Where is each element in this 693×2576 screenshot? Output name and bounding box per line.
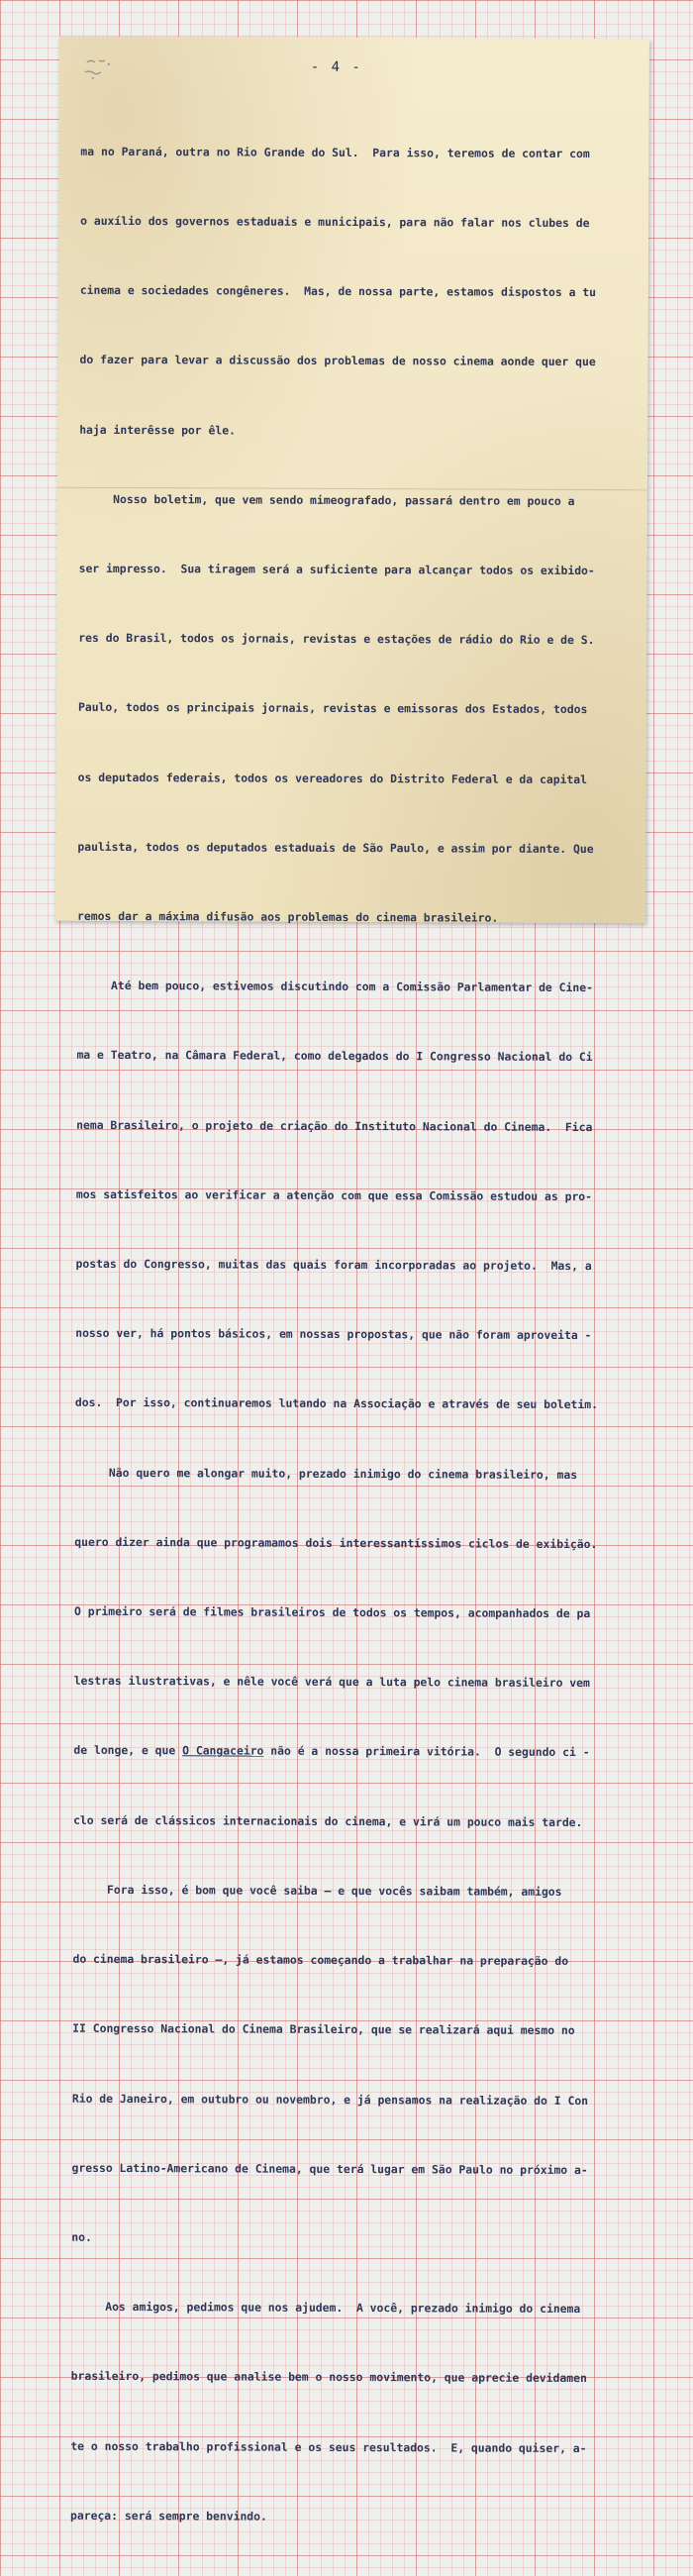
text-line: Nosso boletim, que vem sendo mimeografado, passará dentro em pouco a [78, 491, 575, 508]
ink-smudge [79, 56, 119, 82]
text-line: ma no Paraná, outra no Rio Grande do Sul. Para isso, teremos de contar com [80, 144, 590, 160]
text-line: haja interêsse por êle. [79, 422, 236, 438]
text-line: Não quero me alongar muito, prezado inimigo do cinema brasileiro, mas [74, 1465, 578, 1482]
text-line: Rio de Janeiro, em outubro ou novembro, e já pensamos na realização do I Con [71, 2091, 589, 2108]
film-title-underlined: O Cangaceiro [182, 1743, 264, 1759]
page-number: - 4 - [310, 58, 362, 76]
text-line: ma e Teatro, na Câmara Federal, como delegados do I Congresso Nacional do Ci [76, 1048, 593, 1065]
text-line: o auxílio dos governos estaduais e municipais, para não falar nos clubes de [80, 213, 590, 231]
text-line: nosso ver, há pontos básicos, em nossas propostas, que não foram aproveita - [75, 1326, 592, 1343]
text-line: paulista, todos os deputados estaduais de São Paulo, e assim por diante. Que [77, 839, 594, 856]
text-line: gresso Latino-Americano de Cinema, que terá lugar em São Paulo no próximo a- [71, 2160, 588, 2177]
text-line: Aos amigos, pedimos que nos ajudem. A você, prezado inimigo do cinema [70, 2299, 581, 2317]
text-line: lestras ilustrativas, e nêle você verá que a luta pelo cinema brasileiro vem [73, 1674, 590, 1691]
text-line: mos satisfeitos ao verificar a atenção com que essa Comissão estudou as pro- [75, 1186, 593, 1203]
body-text [70, 94, 645, 2576]
text-line: Paulo, todos os principais jornais, revistas e emissoras dos Estados, todos [77, 700, 588, 717]
text-line: res do Brasil, todos os jornais, revistas e estações de rádio do Rio e de S. [78, 631, 595, 648]
text-line: no. [71, 2229, 92, 2244]
text-line: te o nosso trabalho profissional e os seus resultados. E, quando quiser, a- [70, 2438, 587, 2455]
text-line: ser impresso. Sua tiragem será a suficiente para alcançar todos os exibido- [78, 561, 595, 578]
text-line-film-title: de longe, e que O Cangaceiro não é a nossa primeira vitória. O segundo ci - [73, 1743, 590, 1760]
text-line: cinema e sociedades congêneres. Mas, de nossa parte, estamos dispostos a tu [79, 283, 597, 300]
text-line: do fazer para levar a discussão dos problemas de nosso cinema aonde quer que [79, 353, 596, 369]
text-line: Fora isso, é bom que você saiba — e que vocês saibam também, amigos [72, 1882, 562, 1899]
typewritten-page [55, 37, 649, 2524]
text-line: Até bem pouco, estivemos discutindo com a Comissão Parlamentar de Cine- [76, 979, 593, 995]
text-line: O primeiro será de filmes brasileiros de todos os tempos, acompanhados de pa [73, 1603, 591, 1621]
text-line: remos dar a máxima difusão aos problemas do cinema brasileiro. [77, 908, 499, 925]
text-line: do cinema brasileiro —, já estamos começando a trabalhar na preparação do [72, 1951, 569, 1969]
text-line: os deputados federais, todos os vereadores do Distrito Federal e da capital [77, 770, 588, 786]
text-line: pareça: será sempre benvindo. [70, 2508, 267, 2524]
text-line: clo será de clássicos internacionais do cinema, e virá um pouco mais tarde. [73, 1812, 583, 1829]
text-line: II Congresso Nacional do Cinema Brasileiro, que se realizará aqui mesmo no [72, 2021, 575, 2038]
text-line: quero dizer ainda que programamos dois interessantíssimos ciclos de exibição. [74, 1534, 598, 1551]
text-line: dos. Por isso, continuaremos lutando na Associação e através de seu boletim. [74, 1395, 599, 1412]
text-line: nema Brasileiro, o projeto de criação do Instituto Nacional do Cinema. Fica [76, 1117, 593, 1134]
text-line: brasileiro, pedimos que analise bem o nosso movimento, que aprecie devidamen [70, 2369, 587, 2386]
text-line: postas do Congresso, muitas das quais foram incorporadas ao projeto. Mas, a [75, 1256, 592, 1274]
